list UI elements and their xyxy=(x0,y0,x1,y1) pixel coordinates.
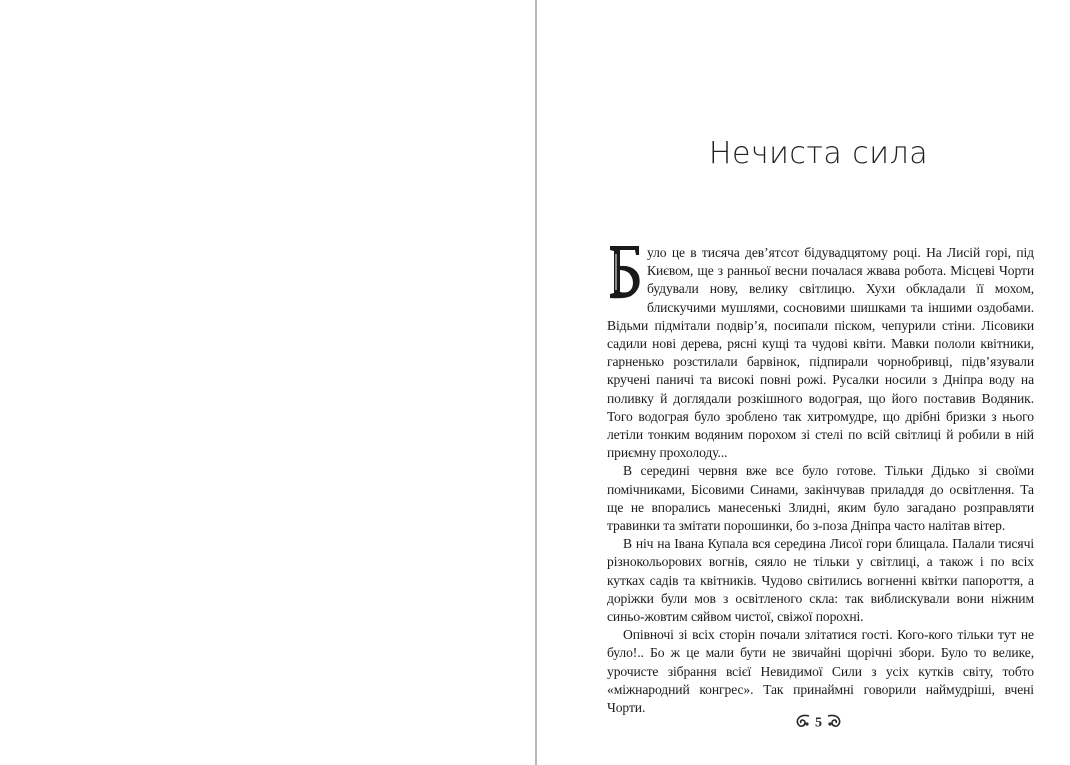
right-page xyxy=(537,0,1070,765)
ornament-right-icon xyxy=(826,714,842,733)
paragraph-3: В ніч на Івана Купала вся середина Лисої гори блищала. Палали тисячі різнокольорових вогнів, сяяло не тільки у світлиці, а також і по всіх кутках садів та квітників. Чудово світились вогненні квітки папороття, а доріжки були мов з освітленого скла: так виблискували вони ніжним синьо-жовтим сяйвом чистої, свіжої порохні. xyxy=(607,536,1034,625)
ornament-left-icon xyxy=(795,714,811,733)
paragraph-1 xyxy=(607,244,1034,462)
paragraph-4: Опівночі зі всіх сторін почали злітатися гості. Кого-кого тільки тут не було!.. Бо ж це мали бути не звичайні щорічні збори. Було то велике, урочисте зібрання всієї Невидимої Сили з усіх кутків світу, тобто «міжнародний конгрес». Так принаймні говорили наймудріші, вчені Чорти. xyxy=(607,627,1034,716)
chapter-text xyxy=(607,244,1034,717)
paragraph-1-text: уло це в тисяча дев’ятсот бідувадцятому році. На Лисій горі, під Києвом, ще з ранньої весни почалася жвава робота. Місцеві Чорти будували нову, велику світлицю. Хухи обкладали її мохом, блискучими мушлями, сосновими шишками та іншими оздобами. Відьми підмітали подвір’я, посипали піском, чепурили стіни. Лісовики садили нові дерева, рясні кущі та чудові квіти. Мавки пололи квітники, гарненько розстилали барвінок, підпирали чорнобривці, підв’язували кручені паничі та високі повні рожі. Русалки носили з Дніпра воду на поливку й доглядали розкішного водограя, що його поставив Водяник. Того водограя було зроблено так хитромудре, що дрібні бризки з нього летіли тонким водяним порохом зі стелі по всій світлиці й робили в ній приємну прохолоду... xyxy=(607,245,1034,461)
dropcap-letter xyxy=(607,244,643,300)
chapter-title: Нечиста сила xyxy=(708,136,929,171)
page-number-footer xyxy=(537,714,1070,733)
paragraph-2: В середині червня вже все було готове. Тільки Дідько зі своїми помічниками, Бісовими Синами, закінчував приладдя до освітлення. Та ще не впорались манесенькі Злидні, яким було загадано розправляти травинки та змітати порошинки, бо з-поза Дніпра часто налітав вітер. xyxy=(607,463,1034,534)
page-number: 5 xyxy=(815,715,822,731)
